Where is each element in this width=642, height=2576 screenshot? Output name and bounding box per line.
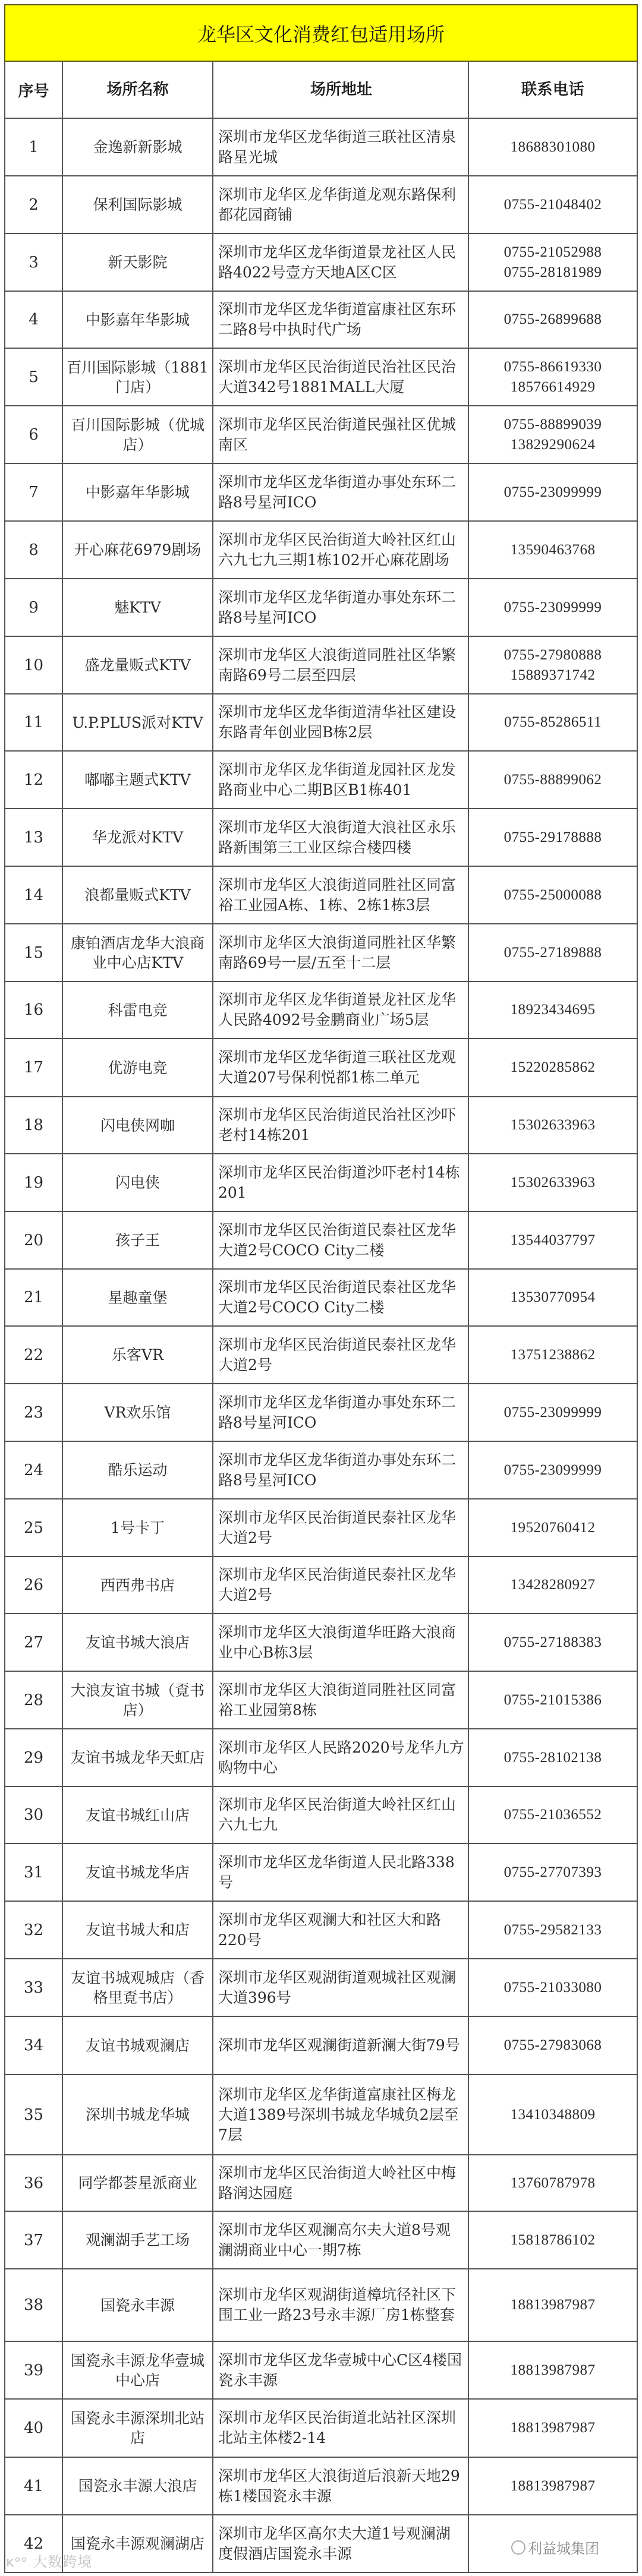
phone-number: 0755-21033080 [503, 1979, 602, 1996]
watermark-bottom-right [511, 2537, 599, 2558]
table-row [4, 1844, 638, 1902]
phone-number: 0755-21052988 [503, 244, 602, 260]
venue-name: 星趣童堡 [63, 1270, 213, 1325]
venue-address: 深圳市龙华区龙华街道景龙社区龙华人民路4092号金鹏商业广场5层 [213, 982, 469, 1038]
venue-name: 乐客VR [63, 1327, 213, 1383]
table-row [4, 1442, 638, 1499]
row-number: 10 [5, 637, 63, 693]
row-number: 18 [5, 1097, 63, 1153]
watermark-right-text: 利益城集团 [528, 2540, 599, 2557]
venue-phone [469, 349, 637, 405]
table-body [4, 119, 638, 2573]
table-row [4, 752, 638, 809]
venue-name: 酷乐运动 [63, 1442, 213, 1498]
venue-address: 深圳市龙华区民治街道北站社区深圳北站主体楼2-14 [213, 2400, 469, 2457]
venue-address: 深圳市龙华区龙华街道办事处东环二路8号星河ICO [213, 579, 469, 636]
venue-name: 观澜湖手艺工场 [63, 2212, 213, 2268]
venue-name: 中影嘉年华影城 [63, 292, 213, 348]
table-row [4, 1729, 638, 1787]
venue-phone [469, 1270, 637, 1325]
phone-number: 18688301080 [510, 138, 596, 155]
venue-phone [469, 809, 637, 866]
row-number: 27 [5, 1614, 63, 1671]
table-row [4, 2017, 638, 2075]
venue-phone [469, 1327, 637, 1383]
row-number: 20 [5, 1212, 63, 1268]
row-number: 26 [5, 1557, 63, 1613]
venue-phone [469, 1212, 637, 1268]
venue-phone [469, 176, 637, 233]
table-row [4, 464, 638, 522]
table-row [4, 1902, 638, 1959]
venue-name: 友谊书城龙华店 [63, 1844, 213, 1901]
row-number: 32 [5, 1902, 63, 1958]
phone-number: 18813987987 [510, 2362, 596, 2378]
phone-number: 13410348809 [510, 2106, 596, 2123]
table-row [4, 176, 638, 234]
venue-address: 深圳市龙华区大浪街道华旺路大浪商业中心B栋3层 [213, 1614, 469, 1671]
venue-phone [469, 752, 637, 808]
venue-address: 深圳市龙华区龙华街道三联社区清泉路星光城 [213, 119, 469, 175]
phone-number: 13530770954 [510, 1289, 596, 1305]
phone-number: 0755-25000088 [503, 886, 602, 903]
venue-address: 深圳市龙华区龙华街道清华社区建设东路青年创业园B栋2层 [213, 694, 469, 750]
phone-number: 13751238862 [510, 1346, 596, 1363]
phone-number: 0755-85286511 [504, 714, 602, 730]
table-row [4, 1327, 638, 1384]
venue-phone [469, 1442, 637, 1498]
row-number: 37 [5, 2212, 63, 2268]
table-row [4, 1787, 638, 1844]
row-number: 22 [5, 1327, 63, 1383]
phone-number: 0755-27707393 [503, 1864, 602, 1880]
venue-name: 国瓷永丰源 [63, 2269, 213, 2341]
table-row [4, 1959, 638, 2017]
phone-number: 0755-86619330 [503, 358, 602, 375]
phone-number: 13544037797 [510, 1232, 596, 1248]
table-row [4, 2075, 638, 2155]
row-number: 28 [5, 1672, 63, 1728]
venue-name: 百川国际影城（优城店） [63, 406, 213, 463]
table-row [4, 1384, 638, 1442]
row-number: 6 [5, 406, 63, 463]
row-number: 23 [5, 1384, 63, 1441]
row-number: 3 [5, 234, 63, 291]
venue-phone [469, 522, 637, 578]
phone-number: 13829290624 [510, 436, 596, 453]
table-row [4, 637, 638, 694]
phone-number: 13428280927 [510, 1577, 596, 1593]
row-number: 7 [5, 464, 63, 520]
venue-address: 深圳市龙华区民治街道沙吓老村14栋201 [213, 1154, 469, 1211]
row-number: 15 [5, 924, 63, 981]
venue-name: 友谊书城红山店 [63, 1787, 213, 1843]
row-number: 38 [5, 2269, 63, 2341]
phone-number: 0755-28102138 [503, 1749, 602, 1766]
phone-number: 18576614929 [510, 378, 596, 395]
table-row [4, 579, 638, 637]
venue-phone [469, 2017, 637, 2074]
venue-phone [469, 1729, 637, 1786]
table-row [4, 982, 638, 1039]
venue-address: 深圳市龙华区龙华街道办事处东环二路8号星河ICO [213, 1384, 469, 1441]
table-row [4, 349, 638, 406]
venue-name: 友谊书城大浪店 [63, 1614, 213, 1671]
venue-phone [469, 1384, 637, 1441]
venue-phone [469, 982, 637, 1038]
row-number: 1 [5, 119, 63, 175]
phone-number: 0755-88899062 [503, 771, 602, 788]
header-phone: 联系电话 [521, 81, 584, 98]
phone-number: 0755-29178888 [503, 829, 602, 845]
table-row [4, 2155, 638, 2212]
venue-name: VR欢乐馆 [63, 1384, 213, 1441]
row-number: 13 [5, 809, 63, 866]
row-number: 12 [5, 752, 63, 808]
row-number: 14 [5, 867, 63, 923]
header-name: 场所名称 [63, 62, 213, 118]
table-row [4, 2212, 638, 2269]
venue-address: 深圳市龙华区人民路2020号龙华九方购物中心 [213, 1729, 469, 1786]
row-number: 2 [5, 176, 63, 233]
table-header-row [4, 62, 638, 119]
venue-name: 孩子王 [63, 1212, 213, 1268]
phone-number: 0755-88899039 [503, 416, 602, 433]
venue-name: 友谊书城龙华天虹店 [63, 1729, 213, 1786]
venue-address: 深圳市龙华区龙华街道富康社区东环二路8号中执时代广场 [213, 292, 469, 348]
venue-address: 深圳市龙华区龙华街道人民北路338号 [213, 1844, 469, 1901]
venue-phone [469, 1039, 637, 1096]
venue-address: 深圳市龙华区大浪街道同胜社区同富裕工业园第8栋 [213, 1672, 469, 1728]
venue-phone [469, 637, 637, 693]
phone-number: 0755-27188383 [503, 1634, 602, 1650]
table-row [4, 2400, 638, 2458]
venue-address: 深圳市龙华区民治街道大岭社区红山六九七九 [213, 1787, 469, 1843]
row-number: 29 [5, 1729, 63, 1786]
table-row [4, 1097, 638, 1154]
venue-address: 深圳市龙华区观澜街道新澜大街79号 [213, 2017, 469, 2074]
venue-name: 友谊书城观城店（香格里覔书店） [63, 1959, 213, 2016]
venue-phone [469, 119, 637, 175]
row-number: 35 [5, 2075, 63, 2154]
venue-address: 深圳市龙华区民治街道民泰社区龙华大道2号 [213, 1499, 469, 1556]
phone-number: 0755-21036552 [503, 1807, 602, 1823]
phone-number: 0755-21048402 [503, 196, 602, 213]
venue-address: 深圳市龙华区民治街道民泰社区龙华大道2号COCO City二楼 [213, 1212, 469, 1268]
venue-name: 金逸新新影城 [63, 119, 213, 175]
venue-phone [469, 2400, 637, 2457]
venue-phone [469, 1844, 637, 1901]
venue-phone [469, 867, 637, 923]
row-number: 30 [5, 1787, 63, 1843]
venue-phone [469, 1499, 637, 1556]
venue-name: 国瓷永丰源龙华壹城中心店 [63, 2342, 213, 2398]
phone-number: 0755-23099999 [503, 599, 602, 615]
phone-number: 15889371742 [510, 667, 596, 683]
venue-name: 深圳书城龙华城 [63, 2075, 213, 2154]
venue-phone [469, 1787, 637, 1843]
phone-number: 0755-28181989 [503, 264, 602, 280]
venue-address: 深圳市龙华区观湖街道观城社区观澜大道396号 [213, 1959, 469, 2016]
phone-number: 15220285862 [510, 1059, 596, 1075]
phone-number: 13760787978 [510, 2174, 596, 2191]
venue-address: 深圳市龙华区民治街道民强社区优城南区 [213, 406, 469, 463]
venue-address: 深圳市龙华区民治街道民泰社区龙华大道2号COCO City二楼 [213, 1270, 469, 1325]
row-number: 8 [5, 522, 63, 578]
venue-phone [469, 1959, 637, 2016]
table-row [4, 2342, 638, 2400]
phone-number: 15818786102 [510, 2231, 596, 2248]
venue-address: 深圳市龙华区民治街道民治社区民治大道342号1881MALL大厦 [213, 349, 469, 405]
venue-name: 友谊书城大和店 [63, 1902, 213, 1958]
phone-number: 0755-27980888 [503, 646, 602, 663]
venue-name: U.P.PLUS派对KTV [63, 694, 213, 750]
venue-phone [469, 406, 637, 463]
venue-address: 深圳市龙华区民治街道民泰社区龙华大道2号 [213, 1327, 469, 1383]
venue-phone [469, 1672, 637, 1728]
row-number: 42 [5, 2515, 63, 2572]
venue-name: 新天影院 [63, 234, 213, 291]
venue-phone [469, 924, 637, 981]
phone-number: 18813987987 [510, 2477, 596, 2494]
phone-number: 0755-29582133 [503, 1921, 602, 1938]
phone-number: 18923434695 [510, 1002, 596, 1018]
table-row [4, 1614, 638, 1672]
venue-name: 中影嘉年华影城 [63, 464, 213, 520]
row-number: 34 [5, 2017, 63, 2074]
venue-address: 深圳市龙华区大浪街道大浪社区永乐路新围第三工业区综合楼四楼 [213, 809, 469, 866]
header-address: 场所地址 [213, 62, 469, 118]
venue-phone [469, 2342, 637, 2398]
venue-phone [469, 579, 637, 636]
row-number: 16 [5, 982, 63, 1038]
venue-name: 百川国际影城（1881门店） [63, 349, 213, 405]
venue-address: 深圳市龙华区民治街道民治社区沙吓老村14栋201 [213, 1097, 469, 1153]
venue-address: 深圳市龙华区龙华街道龙园社区龙发路商业中心二期B区B1栋401 [213, 752, 469, 808]
phone-number: 13590463768 [510, 541, 596, 558]
venue-address: 深圳市龙华区民治街道大岭社区中梅路润达园庭 [213, 2155, 469, 2211]
row-number: 41 [5, 2458, 63, 2514]
venue-address: 深圳市龙华区大浪街道同胜社区华繁南路69号二层至四层 [213, 637, 469, 693]
table-row [4, 406, 638, 464]
watermark-logo-icon: ᴋᵒᵒ [6, 2553, 33, 2570]
venue-name: 同学都荟星派商业 [63, 2155, 213, 2211]
table-row [4, 1154, 638, 1212]
venue-name: 闪电侠网咖 [63, 1097, 213, 1153]
phone-number: 15302633963 [510, 1117, 596, 1133]
venue-name: 大浪友谊书城（覔书店） [63, 1672, 213, 1728]
venue-address: 深圳市龙华区观澜大和社区大和路220号 [213, 1902, 469, 1958]
phone-number: 15302633963 [510, 1174, 596, 1191]
venue-address: 深圳市龙华区龙华街道办事处东环二路8号星河ICO [213, 464, 469, 520]
table-row [4, 924, 638, 982]
phone-number: 0755-21015386 [503, 1691, 602, 1708]
venue-phone [469, 1557, 637, 1613]
row-number: 36 [5, 2155, 63, 2211]
phone-number: 0755-23099999 [503, 1461, 602, 1478]
venue-address: 深圳市龙华区观湖街道樟坑径社区下围工业一路23号永丰源厂房1栋整套 [213, 2269, 469, 2341]
venue-name: 盛龙量贩式KTV [63, 637, 213, 693]
venue-address: 深圳市龙华区龙华街道龙观东路保利都花园商铺 [213, 176, 469, 233]
venue-address: 深圳市龙华区观澜高尔夫大道8号观澜湖商业中心一期7栋 [213, 2212, 469, 2268]
venue-phone [469, 292, 637, 348]
table-row [4, 1557, 638, 1614]
row-number: 33 [5, 1959, 63, 2016]
venue-name: 优游电竞 [63, 1039, 213, 1096]
venue-name: 国瓷永丰源观澜湖店 [63, 2515, 213, 2572]
row-number: 11 [5, 694, 63, 750]
table-row [4, 2269, 638, 2342]
venue-phone [469, 1097, 637, 1153]
venue-address: 深圳市龙华区龙华街道景龙社区人民路4022号壹方天地A区C区 [213, 234, 469, 291]
venue-phone [469, 2075, 637, 2154]
venue-name: 华龙派对KTV [63, 809, 213, 866]
venue-address: 深圳市龙华区民治街道民泰社区龙华大道2号 [213, 1557, 469, 1613]
venue-address: 深圳市龙华区龙华街道三联社区龙观大道207号保利悦都1栋二单元 [213, 1039, 469, 1096]
venue-name: 闪电侠 [63, 1154, 213, 1211]
venue-address: 深圳市龙华区大浪街道同胜社区华繁南路69号一层/五至十二层 [213, 924, 469, 981]
row-number: 5 [5, 349, 63, 405]
venue-address: 深圳市龙华区民治街道大岭社区红山六九七九三期1栋102开心麻花剧场 [213, 522, 469, 578]
venue-phone [469, 234, 637, 291]
venue-phone [469, 2155, 637, 2211]
table-row [4, 1039, 638, 1097]
venue-name: 西西弗书店 [63, 1557, 213, 1613]
row-number: 40 [5, 2400, 63, 2457]
row-number: 19 [5, 1154, 63, 1211]
table-row [4, 1212, 638, 1270]
phone-number: 0755-26899688 [503, 311, 602, 327]
venue-address: 深圳市龙华区龙华壹城中心C区4楼国瓷永丰源 [213, 2342, 469, 2398]
watermark-bottom-left [6, 2550, 92, 2571]
venue-name: 友谊书城观澜店 [63, 2017, 213, 2074]
venue-name: 浪都量贩式KTV [63, 867, 213, 923]
venue-address: 深圳市龙华区高尔夫大道1号观澜湖度假酒店国瓷永丰源 [213, 2515, 469, 2572]
phone-number: 0755-23099999 [503, 484, 602, 500]
row-number: 39 [5, 2342, 63, 2398]
phone-number: 19520760412 [510, 1519, 596, 1536]
venue-address: 深圳市龙华区龙华街道办事处东环二路8号星河ICO [213, 1442, 469, 1498]
phone-number: 18813987987 [510, 2297, 596, 2313]
watermark-left-text: 大数跨境 [33, 2553, 93, 2570]
venue-phone [469, 694, 637, 750]
venue-name: 魅KTV [63, 579, 213, 636]
venue-name: 国瓷永丰源深圳北站店 [63, 2400, 213, 2457]
phone-number: 0755-27189888 [503, 944, 602, 961]
venue-phone [469, 1902, 637, 1958]
wechat-icon [511, 2540, 525, 2555]
venue-phone [469, 1154, 637, 1211]
table-row [4, 1499, 638, 1557]
table-row [4, 1672, 638, 1729]
row-number: 24 [5, 1442, 63, 1498]
phone-number: 0755-27983068 [503, 2037, 602, 2053]
phone-number: 0755-23099999 [503, 1404, 602, 1420]
phone-number: 18813987987 [510, 2420, 596, 2436]
row-number: 31 [5, 1844, 63, 1901]
row-number: 25 [5, 1499, 63, 1556]
row-number: 9 [5, 579, 63, 636]
row-number: 4 [5, 292, 63, 348]
venue-phone [469, 2269, 637, 2341]
venue-name: 开心麻花6979剧场 [63, 522, 213, 578]
venue-name: 康铂酒店龙华大浪商业中心店KTV [63, 924, 213, 981]
venue-address: 深圳市龙华区大浪街道后浪新天地29栋1楼国瓷永丰源 [213, 2458, 469, 2514]
table-row [4, 1270, 638, 1327]
table-row [4, 292, 638, 349]
venue-phone [469, 2212, 637, 2268]
venue-phone [469, 464, 637, 520]
table-row [4, 119, 638, 176]
table-row [4, 522, 638, 579]
row-number: 17 [5, 1039, 63, 1096]
venue-phone [469, 1614, 637, 1671]
venue-name: 国瓷永丰源大浪店 [63, 2458, 213, 2514]
venue-name: 1号卡丁 [63, 1499, 213, 1556]
header-no: 序号 [5, 62, 63, 118]
venue-address: 深圳市龙华区大浪街道同胜社区同富裕工业园A栋、1栋、2栋1栋3层 [213, 867, 469, 923]
venue-name: 科雷电竞 [63, 982, 213, 1038]
venue-name: 嘟嘟主题式KTV [63, 752, 213, 808]
venue-name: 保利国际影城 [63, 176, 213, 233]
row-number: 21 [5, 1270, 63, 1325]
venue-table [4, 4, 638, 2573]
table-title: 龙华区文化消费红包适用场所 [4, 4, 638, 62]
table-row [4, 234, 638, 292]
table-row [4, 694, 638, 752]
venue-address: 深圳市龙华区龙华街道富康社区梅龙大道1389号深圳书城龙华城负2层至7层 [213, 2075, 469, 2154]
venue-phone [469, 2458, 637, 2514]
table-row [4, 809, 638, 867]
table-row [4, 2458, 638, 2515]
table-row [4, 867, 638, 924]
